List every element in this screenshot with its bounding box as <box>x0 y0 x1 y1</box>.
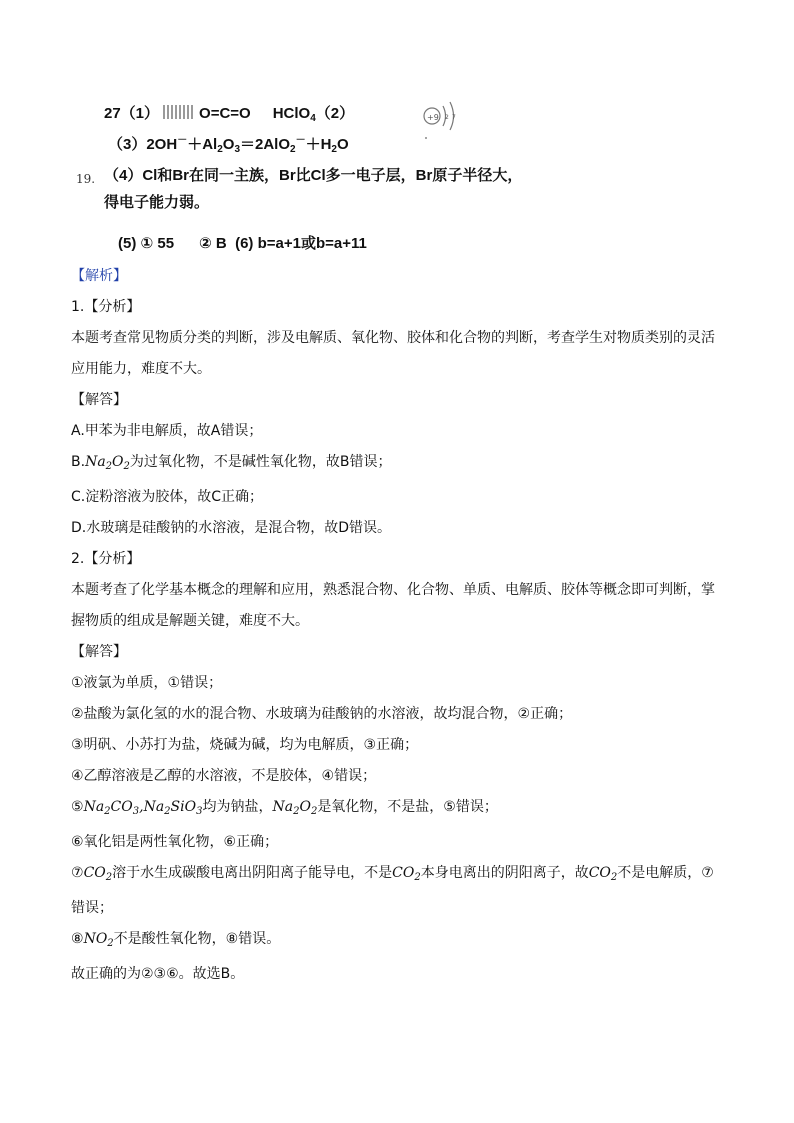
co2-structure: O=C=O <box>199 105 251 122</box>
option-b: $B.Na_2O_2$为过氧化物，不是碱性氧化物，故B错误； <box>71 454 392 472</box>
item-6: ⑥氧化铝是两性氧化物，⑥正确； <box>71 834 279 850</box>
conclusion: 故正确的为②③⑥。故选B。 <box>71 966 245 982</box>
option-a: A.甲苯为非电解质，故A错误； <box>71 423 263 439</box>
svg-text:+9: +9 <box>427 113 439 122</box>
answer-line-1 <box>104 102 354 124</box>
svg-text:2: 2 <box>445 114 449 121</box>
item-7: $⑦CO_2$溶于水生成碳酸电离出阴阳离子能导电，不是$CO_2$本身电离出的阴阳离子，故$CO_2$不是电解质，⑦ <box>71 865 714 883</box>
atom-structure-icon <box>418 96 464 142</box>
item-5: $⑤Na_2CO_3,Na_2SiO_3$均为钠盐，$Na_2O_2$是氧化物，不是盐，⑤错误； <box>71 799 498 817</box>
section-2-answer-label: 【解答】 <box>71 644 127 660</box>
answer-2-label: （2） <box>315 105 355 122</box>
section-1-para-cont: 应用能力，难度不大。 <box>71 361 211 377</box>
analysis-section <box>71 261 715 990</box>
hclo4-formula: HClO$_4$ <box>272 105 316 124</box>
answer-line-3: （4）Cl和Br在同一主族，Br比Cl多一电子层，Br原子半径大， <box>104 167 523 184</box>
svg-text:7: 7 <box>452 114 456 121</box>
question-number: 19. <box>76 172 96 186</box>
answer-line-4: 得电子能力弱。 <box>104 194 210 211</box>
answer-line-2: $(3)2OH^-+Al_2O_3=2AlO_2^-+H_2O$ <box>108 135 349 155</box>
option-c: C.淀粉溶液为胶体，故C正确； <box>71 489 264 505</box>
analysis-heading: 【解析】 <box>71 268 127 284</box>
item-7-cont: 错误； <box>71 900 113 916</box>
section-1-answer-label: 【解答】 <box>71 392 127 408</box>
section-2-para-cont: 握物质的组成是解题关键，难度不大。 <box>71 613 309 629</box>
n2-structure-icon <box>163 105 193 119</box>
item-1: ①液氯为单质，①错误； <box>71 675 223 691</box>
section-2-para: 本题考查了化学基本概念的理解和应用，熟悉混合物、化合物、单质、电解质、胶体等概念即可判断，掌 <box>71 582 715 598</box>
answer-27-label: 27（1） <box>104 105 160 122</box>
item-2: ②盐酸为氯化氢的水的混合物、水玻璃为硅酸钠的水溶液，故均混合物，②正确； <box>71 706 573 722</box>
section-2-title: 2.【分析】 <box>71 551 141 567</box>
item-4: ④乙醇溶液是乙醇的水溶液，不是胶体，④错误； <box>71 768 377 784</box>
section-1-para: 本题考查常见物质分类的判断，涉及电解质、氧化物、胶体和化合物的判断，考查学生对物质类别的灵活 <box>71 330 715 346</box>
answer-line-5: (5) ① 55 ② B (6) b=a+1或b=a+11 <box>118 235 367 252</box>
item-3: ③明矾、小苏打为盐，烧碱为碱，均为电解质，③正确； <box>71 737 419 753</box>
section-1-title: 1.【分析】 <box>71 299 141 315</box>
item-8: $⑧NO_2$不是酸性氧化物，⑧错误。 <box>71 931 281 949</box>
option-d: D.水玻璃是硅酸钠的水溶液，是混合物，故D错误。 <box>71 520 392 536</box>
